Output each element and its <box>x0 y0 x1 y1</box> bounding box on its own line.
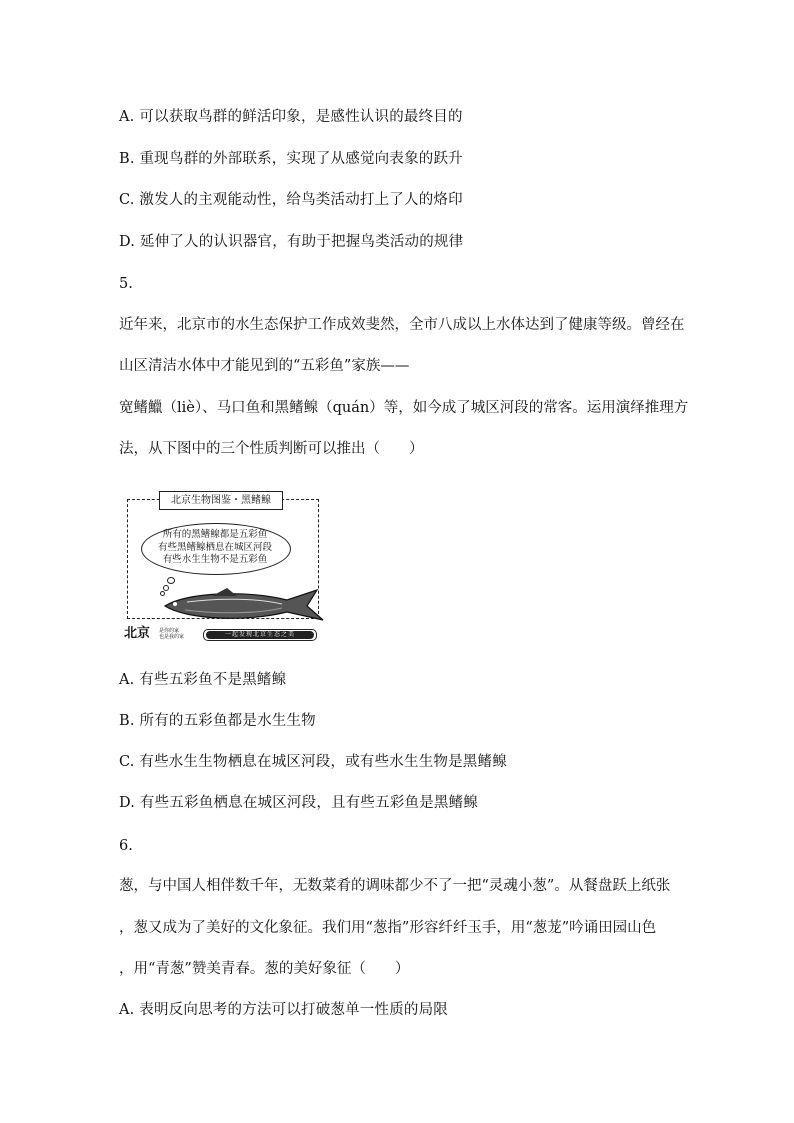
question-5-stem-line: 近年来，北京市的水生态保护工作成效斐然，全市八成以上水体达到了健康等级。曾经在 <box>119 317 685 333</box>
q5-option-a: A. 有些五彩鱼不是黑鳍鳈 <box>119 672 287 688</box>
question-5-number: 5. <box>119 276 133 292</box>
slogan-line: 也是我的家 <box>159 634 185 640</box>
q4-option-a: A. 可以获取鸟群的鲜活印象，是感性认识的最终目的 <box>119 109 463 125</box>
beijing-biology-illustration <box>124 491 321 643</box>
question-5-stem-line: 山区清洁水体中才能见到的“五彩鱼”家族—— <box>119 358 410 374</box>
q5-option-d: D. 有些五彩鱼栖息在城区河段，且有些五彩鱼是黑鳍鳈 <box>119 795 479 811</box>
figure-title: 北京生物图鉴・黑鳍鳈 <box>159 491 283 510</box>
q5-option-b: B. 所有的五彩鱼都是水生生物 <box>119 713 316 729</box>
slogan <box>159 628 195 640</box>
slogan-banner <box>203 629 317 641</box>
bubble-line: 所有的黑鳍鳈都是五彩鱼 <box>162 529 268 540</box>
q4-option-d: D. 延伸了人的认识器官，有助于把握鸟类活动的规律 <box>119 234 464 250</box>
q4-option-c: C. 激发人的主观能动性，给鸟类活动打上了人的烙印 <box>119 192 463 208</box>
question-6-stem-line: 葱，与中国人相伴数千年，无数菜肴的调味都少不了一把“灵魂小葱”。从餐盘跃上纸张 <box>119 878 671 894</box>
thought-bubble-text <box>141 529 289 567</box>
beijing-logo: 北京 <box>124 626 151 641</box>
question-6-stem-line: ，葱又成为了美好的文化象征。我们用“葱指”形容纤纤玉手，用“葱茏”吟诵田园山色 <box>119 920 657 936</box>
fish-icon <box>157 584 327 624</box>
thought-dot <box>167 577 175 584</box>
q5-option-c: C. 有些水生生物栖息在城区河段，或有些水生生物是黑鳍鳈 <box>119 754 507 770</box>
q4-option-b: B. 重现鸟群的外部联系，实现了从感觉向表象的跃升 <box>119 151 463 167</box>
banner-text: 一起发现北京生态之美 <box>206 631 314 639</box>
bubble-line: 有些黑鳍鳈栖息在城区河段 <box>157 541 272 553</box>
question-5-stem-line: 法，从下图中的三个性质判断可以推出（ ） <box>119 441 424 457</box>
question-6-stem-line: ，用“青葱”赞美青春。葱的美好象征（ ） <box>119 961 410 977</box>
slogan-line: 是你的家 <box>159 628 180 634</box>
q6-option-a: A. 表明反向思考的方法可以打破葱单一性质的局限 <box>119 1002 448 1018</box>
question-6-number: 6. <box>119 838 133 854</box>
bubble-line: 有些水生生物不是五彩鱼 <box>162 554 268 565</box>
question-5-stem-line: 宽鳍鱲（liè）、马口鱼和黑鳍鳈（quán）等，如今成了城区河段的常客。运用演绎推理方 <box>119 400 689 416</box>
